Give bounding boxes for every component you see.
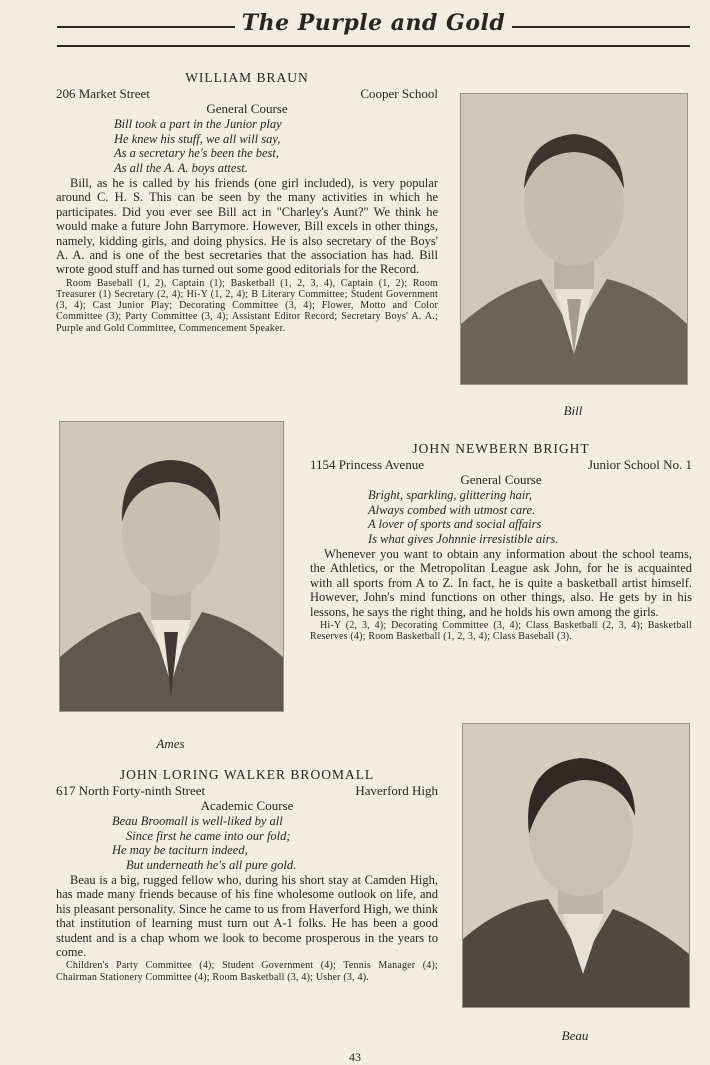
student-write-up: Bill, as he is called by his friends (one girl included), is very popular around C. H. S. This can be seen by the many activities in which he participates. Did you ever see Bill act in "Charley's Aunt?" We think he would make a future John Barrymore. However, Bill excels in other things, namely, kidding girls, and doing physics. He is also secretary of the Boys' A. A. and is one of the best secretaries that the association has had. Bill wrote good stuff and has turned out some good editorials for the Record. <box>56 176 438 277</box>
student-activities: Room Baseball (1, 2), Captain (1); Basketball (1, 2, 3, 4), Captain (1, 2); Room Treasurer (1) Secretary (2, 4); Hi-Y (1, 2, 4); B Literary Committee; Student Government (3, 4); Cast Junior Play; Decorating Committee (3, 4); Flower, Motto and Color Committee (3); Party Committee (3, 4); Assistant Editor Record; Secretary Boys' A. A.; Purple and Gold Committee, Commencement Speaker. <box>56 277 438 334</box>
page-number: 43 <box>349 1050 361 1064</box>
student-course: General Course <box>460 472 542 487</box>
page-title: The Purple and Gold <box>241 10 506 36</box>
student-address: 206 Market Street <box>56 86 150 101</box>
student-address: 1154 Princess Avenue <box>310 457 425 472</box>
poem-line: Is what gives Johnnie irresistible airs. <box>368 531 559 546</box>
student-poem <box>310 488 692 546</box>
student-name: WILLIAM BRAUN <box>185 70 309 85</box>
student-write-up: Whenever you want to obtain any information about the school teams, the Athletics, or the Metropolitan League ask John, for he is acquainted with all sports from A to Z. In fact, he is quite a basketball artist himself. However, John's mind functions on other things, also. He gets by in his lessons, he says the right thing, and he holds his own among the girls. <box>310 547 692 619</box>
student-write-up: Beau is a big, rugged fellow who, during his short stay at Camden High, has made many friends because of his fine wholesome outlook on life, and his pleasant personality. Since he came to us from Haverford High, we think that institution of learning must turn out A-1 folks. He has been a good student and is a chap whom we look to become prosperous in the years to come. <box>56 873 438 960</box>
poem-line: Bill took a part in the Junior play <box>114 117 282 131</box>
poem-line: Beau Broomall is well-liked by all <box>112 814 283 828</box>
student-portrait <box>460 93 688 385</box>
poem-line: As a secretary he's been the best, <box>114 146 280 160</box>
student-portrait <box>462 723 690 1008</box>
page-header <box>57 8 690 48</box>
student-name: JOHN NEWBERN BRIGHT <box>412 441 590 456</box>
student-activities: Hi-Y (2, 3, 4); Decorating Committee (3, 4); Class Basketball (2, 3, 4); Basketball Reserves (4); Room Basketball (1, 2, 3, 4); Class Baseball (3). <box>310 620 692 643</box>
poem-line: As all the A. A. boys attest. <box>114 160 248 175</box>
poem-line: Since first he came into our fold; <box>126 828 291 843</box>
poem-line: A lover of sports and social affairs <box>368 517 542 531</box>
portrait-caption: Bill <box>563 403 583 418</box>
header-rule-left <box>57 26 235 28</box>
student-address: 617 North Forty-ninth Street <box>56 783 206 798</box>
previous-school: Junior School No. 1 <box>588 457 692 472</box>
poem-line: Bright, sparkling, glittering hair, <box>368 488 532 502</box>
student-entry-bright <box>310 441 692 642</box>
header-rule-right <box>512 26 690 28</box>
portrait-caption: Ames <box>156 736 185 751</box>
poem-line: He may be taciturn indeed, <box>112 843 248 857</box>
student-name: JOHN LORING WALKER BROOMALL <box>119 767 375 782</box>
poem-line: Always combed with utmost care. <box>368 502 536 517</box>
address-row <box>56 86 438 101</box>
student-entry-broomall <box>56 767 438 983</box>
header-underline <box>57 45 690 47</box>
student-poem <box>56 117 438 175</box>
student-course: Academic Course <box>200 798 294 813</box>
previous-school: Cooper School <box>360 86 438 101</box>
student-course: General Course <box>206 101 288 116</box>
poem-line: But underneath he's all pure gold. <box>126 857 297 872</box>
student-entry-braun <box>56 70 438 334</box>
address-row <box>310 457 692 472</box>
student-portrait <box>59 421 284 712</box>
student-poem <box>56 814 438 872</box>
previous-school: Haverford High <box>355 783 438 798</box>
address-row <box>56 783 438 798</box>
poem-line: He knew his stuff, we all will say, <box>114 131 281 146</box>
student-activities: Children's Party Committee (4); Student Government (4); Tennis Manager (4); Chairman Stationery Committee (4); Room Basketball (3, 4); Usher (3, 4). <box>56 960 438 983</box>
portrait-caption: Beau <box>561 1028 589 1043</box>
